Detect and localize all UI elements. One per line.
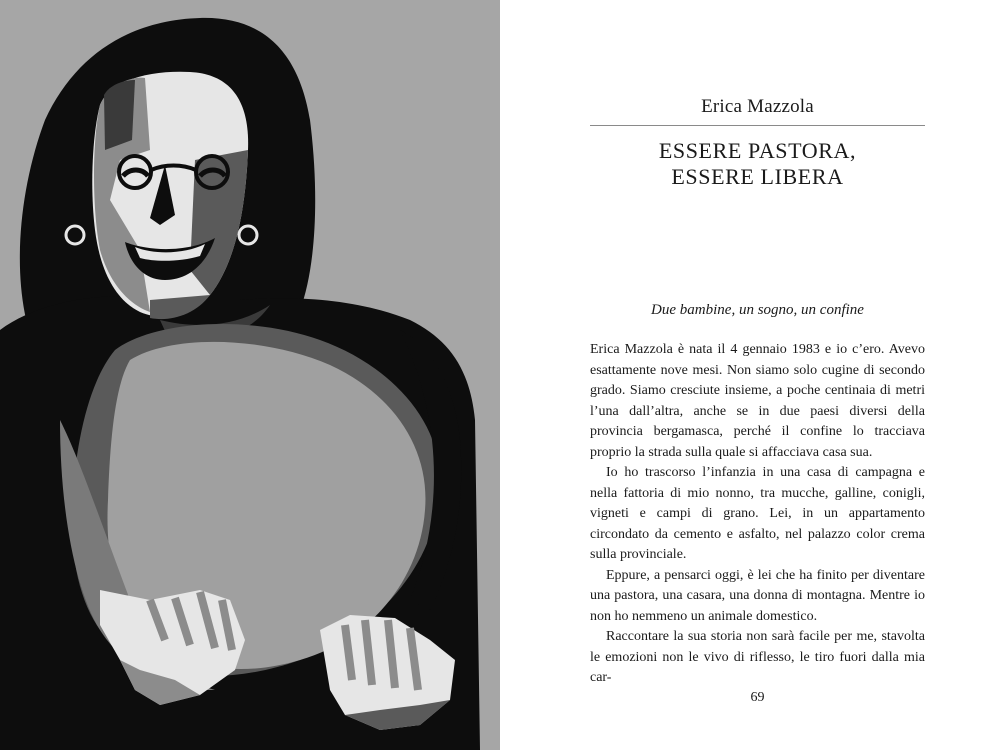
section-subtitle: Due bambine, un sogno, un confine bbox=[651, 302, 864, 318]
paragraph: Io ho trascorso l’infanzia in una casa di campagna e nella fattoria di mio nonno, tra mucche, galline, conigli, vigneti e campi di grano. Lei, in un appartamento circondato da cemento e asfalto, nel palazzo color crema sulla provinciale. bbox=[590, 465, 925, 562]
paragraph: Erica Mazzola è nata il 4 gennaio 1983 e io c’ero. Avevo esattamente nove mesi. Non siamo solo cugine di secondo grado. Siamo cresciute insieme, a poche centinaia di metri l’una dall’altra, anche se in due paesi diversi della provincia bergamasca, perché il confine lo tracciava proprio la strada sulla quale si affacciava casa sua. bbox=[590, 342, 925, 460]
face-shadow-dark bbox=[104, 80, 135, 150]
title-divider bbox=[590, 125, 925, 126]
body-text bbox=[590, 340, 925, 689]
chapter-title bbox=[590, 138, 925, 190]
chapter-author: Erica Mazzola bbox=[701, 96, 814, 117]
paragraph: Raccontare la sua storia non sarà facile per me, stavolta le emozioni non le vivo di riflesso, le tiro fuori dalla mia car- bbox=[590, 629, 925, 685]
text-page bbox=[500, 0, 1000, 750]
chapter-title-line-1: ESSERE PASTORA, bbox=[658, 138, 857, 163]
chapter-title-line-2: ESSERE LIBERA bbox=[671, 164, 844, 189]
page-number: 69 bbox=[750, 690, 765, 705]
paragraph: Eppure, a pensarci oggi, è lei che ha finito per diventare una pastora, una casara, una donna di montagna. Mentre io non ho nemmeno un animale domestico. bbox=[590, 567, 925, 624]
